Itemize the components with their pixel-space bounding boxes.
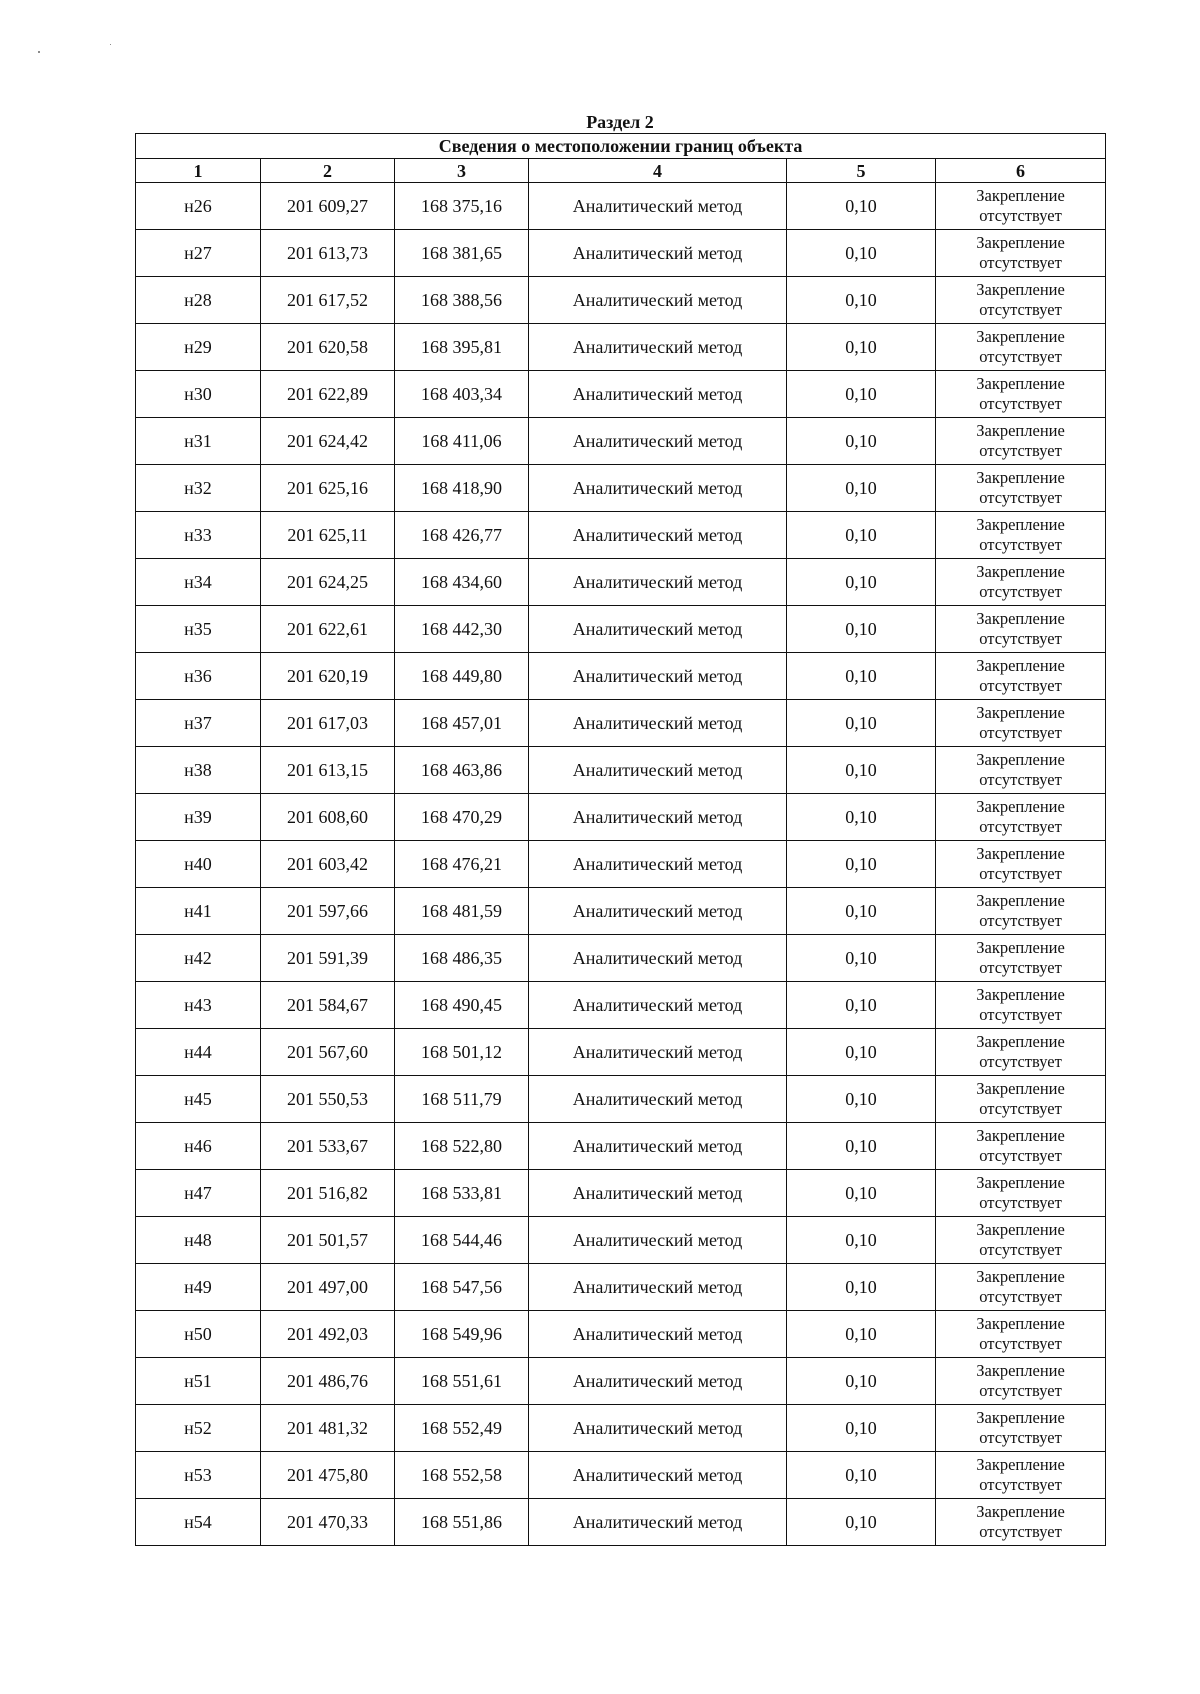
accuracy-cell: 0,10 — [787, 1499, 936, 1546]
fixation-line-2: отсутствует — [979, 1381, 1062, 1400]
method-cell: Аналитический метод — [529, 1123, 787, 1170]
fixation-cell — [936, 1499, 1106, 1546]
fixation-cell — [936, 653, 1106, 700]
fixation-line-2: отсутствует — [979, 1193, 1062, 1212]
accuracy-cell: 0,10 — [787, 606, 936, 653]
method-cell: Аналитический метод — [529, 1452, 787, 1499]
fixation-line-2: отсутствует — [979, 1334, 1062, 1353]
point-cell: н48 — [136, 1217, 261, 1264]
accuracy-cell: 0,10 — [787, 1029, 936, 1076]
accuracy-cell: 0,10 — [787, 1358, 936, 1405]
table-row — [136, 277, 1106, 324]
fixation-cell — [936, 559, 1106, 606]
fixation-line-2: отсутствует — [979, 770, 1062, 789]
x-coordinate-cell: 201 620,58 — [261, 324, 395, 371]
point-cell: н43 — [136, 982, 261, 1029]
fixation-cell — [936, 1123, 1106, 1170]
table-row — [136, 1029, 1106, 1076]
method-cell: Аналитический метод — [529, 1358, 787, 1405]
table-row — [136, 1076, 1106, 1123]
table-row — [136, 371, 1106, 418]
point-cell: н49 — [136, 1264, 261, 1311]
fixation-line-2: отсутствует — [979, 488, 1062, 507]
x-coordinate-cell: 201 533,67 — [261, 1123, 395, 1170]
table-row — [136, 888, 1106, 935]
y-coordinate-cell: 168 395,81 — [395, 324, 529, 371]
table-row — [136, 183, 1106, 230]
table-row — [136, 1264, 1106, 1311]
table-row — [136, 935, 1106, 982]
fixation-line-2: отсутствует — [979, 1522, 1062, 1541]
x-coordinate-cell: 201 624,25 — [261, 559, 395, 606]
accuracy-cell: 0,10 — [787, 888, 936, 935]
y-coordinate-cell: 168 449,80 — [395, 653, 529, 700]
table-row — [136, 1452, 1106, 1499]
x-coordinate-cell: 201 497,00 — [261, 1264, 395, 1311]
table-row — [136, 512, 1106, 559]
accuracy-cell: 0,10 — [787, 1217, 936, 1264]
accuracy-cell: 0,10 — [787, 935, 936, 982]
x-coordinate-cell: 201 591,39 — [261, 935, 395, 982]
x-coordinate-cell: 201 609,27 — [261, 183, 395, 230]
method-cell: Аналитический метод — [529, 418, 787, 465]
fixation-line-2: отсутствует — [979, 253, 1062, 272]
fixation-line-2: отсутствует — [979, 347, 1062, 366]
table-row — [136, 982, 1106, 1029]
method-cell: Аналитический метод — [529, 1217, 787, 1264]
fixation-line-1: Закрепление — [976, 1079, 1065, 1098]
x-coordinate-cell: 201 567,60 — [261, 1029, 395, 1076]
accuracy-cell: 0,10 — [787, 324, 936, 371]
fixation-cell — [936, 1452, 1106, 1499]
method-cell: Аналитический метод — [529, 747, 787, 794]
fixation-line-1: Закрепление — [976, 515, 1065, 534]
fixation-line-2: отсутствует — [979, 864, 1062, 883]
table-row — [136, 1123, 1106, 1170]
method-cell: Аналитический метод — [529, 935, 787, 982]
fixation-line-2: отсутствует — [979, 206, 1062, 225]
accuracy-cell: 0,10 — [787, 1076, 936, 1123]
accuracy-cell: 0,10 — [787, 465, 936, 512]
fixation-line-1: Закрепление — [976, 280, 1065, 299]
fixation-line-1: Закрепление — [976, 1032, 1065, 1051]
fixation-line-1: Закрепление — [976, 1126, 1065, 1145]
method-cell: Аналитический метод — [529, 982, 787, 1029]
method-cell: Аналитический метод — [529, 230, 787, 277]
table-row — [136, 1217, 1106, 1264]
fixation-cell — [936, 418, 1106, 465]
x-coordinate-cell: 201 617,52 — [261, 277, 395, 324]
x-coordinate-cell: 201 481,32 — [261, 1405, 395, 1452]
fixation-line-2: отсутствует — [979, 1005, 1062, 1024]
y-coordinate-cell: 168 388,56 — [395, 277, 529, 324]
accuracy-cell: 0,10 — [787, 794, 936, 841]
accuracy-cell: 0,10 — [787, 1452, 936, 1499]
fixation-line-2: отсутствует — [979, 1240, 1062, 1259]
point-cell: н27 — [136, 230, 261, 277]
table-row — [136, 1405, 1106, 1452]
fixation-cell — [936, 888, 1106, 935]
x-coordinate-cell: 201 550,53 — [261, 1076, 395, 1123]
accuracy-cell: 0,10 — [787, 1123, 936, 1170]
table-caption: Сведения о местоположении границ объекта — [136, 134, 1106, 159]
table-row — [136, 1170, 1106, 1217]
method-cell: Аналитический метод — [529, 794, 787, 841]
accuracy-cell: 0,10 — [787, 277, 936, 324]
accuracy-cell: 0,10 — [787, 1405, 936, 1452]
y-coordinate-cell: 168 375,16 — [395, 183, 529, 230]
method-cell: Аналитический метод — [529, 371, 787, 418]
point-cell: н33 — [136, 512, 261, 559]
method-cell: Аналитический метод — [529, 888, 787, 935]
fixation-line-1: Закрепление — [976, 1455, 1065, 1474]
y-coordinate-cell: 168 426,77 — [395, 512, 529, 559]
x-coordinate-cell: 201 486,76 — [261, 1358, 395, 1405]
fixation-line-2: отсутствует — [979, 300, 1062, 319]
fixation-line-1: Закрепление — [976, 1314, 1065, 1333]
table-row — [136, 1499, 1106, 1546]
table-row — [136, 653, 1106, 700]
point-cell: н31 — [136, 418, 261, 465]
column-header-row — [136, 159, 1106, 183]
point-cell: н54 — [136, 1499, 261, 1546]
point-cell: н38 — [136, 747, 261, 794]
method-cell: Аналитический метод — [529, 1076, 787, 1123]
table-row — [136, 559, 1106, 606]
method-cell: Аналитический метод — [529, 1405, 787, 1452]
y-coordinate-cell: 168 411,06 — [395, 418, 529, 465]
fixation-line-1: Закрепление — [976, 891, 1065, 910]
point-cell: н26 — [136, 183, 261, 230]
method-cell: Аналитический метод — [529, 277, 787, 324]
x-coordinate-cell: 201 617,03 — [261, 700, 395, 747]
point-cell: н45 — [136, 1076, 261, 1123]
x-coordinate-cell: 201 597,66 — [261, 888, 395, 935]
method-cell: Аналитический метод — [529, 606, 787, 653]
fixation-cell — [936, 465, 1106, 512]
y-coordinate-cell: 168 403,34 — [395, 371, 529, 418]
table-row — [136, 841, 1106, 888]
fixation-line-2: отсутствует — [979, 1428, 1062, 1447]
fixation-cell — [936, 1405, 1106, 1452]
accuracy-cell: 0,10 — [787, 559, 936, 606]
accuracy-cell: 0,10 — [787, 700, 936, 747]
scan-speck — [110, 44, 111, 45]
scan-speck — [38, 51, 40, 53]
method-cell: Аналитический метод — [529, 559, 787, 606]
point-cell: н53 — [136, 1452, 261, 1499]
point-cell: н29 — [136, 324, 261, 371]
fixation-line-1: Закрепление — [976, 656, 1065, 675]
fixation-line-2: отсутствует — [979, 1052, 1062, 1071]
table-row — [136, 1358, 1106, 1405]
y-coordinate-cell: 168 533,81 — [395, 1170, 529, 1217]
fixation-line-2: отсутствует — [979, 394, 1062, 413]
fixation-line-1: Закрепление — [976, 1408, 1065, 1427]
x-coordinate-cell: 201 492,03 — [261, 1311, 395, 1358]
method-cell: Аналитический метод — [529, 324, 787, 371]
method-cell: Аналитический метод — [529, 700, 787, 747]
y-coordinate-cell: 168 486,35 — [395, 935, 529, 982]
method-cell: Аналитический метод — [529, 183, 787, 230]
fixation-line-1: Закрепление — [976, 1220, 1065, 1239]
fixation-line-1: Закрепление — [976, 421, 1065, 440]
fixation-cell — [936, 230, 1106, 277]
fixation-line-2: отсутствует — [979, 1475, 1062, 1494]
point-cell: н40 — [136, 841, 261, 888]
x-coordinate-cell: 201 625,16 — [261, 465, 395, 512]
point-cell: н47 — [136, 1170, 261, 1217]
fixation-line-1: Закрепление — [976, 703, 1065, 722]
fixation-line-1: Закрепление — [976, 468, 1065, 487]
fixation-cell — [936, 982, 1106, 1029]
fixation-cell — [936, 1358, 1106, 1405]
method-cell: Аналитический метод — [529, 841, 787, 888]
x-coordinate-cell: 201 603,42 — [261, 841, 395, 888]
point-cell: н30 — [136, 371, 261, 418]
fixation-line-1: Закрепление — [976, 1173, 1065, 1192]
fixation-line-1: Закрепление — [976, 186, 1065, 205]
fixation-line-2: отсутствует — [979, 1287, 1062, 1306]
method-cell: Аналитический метод — [529, 1499, 787, 1546]
x-coordinate-cell: 201 470,33 — [261, 1499, 395, 1546]
fixation-line-2: отсутствует — [979, 1099, 1062, 1118]
table-row — [136, 324, 1106, 371]
x-coordinate-cell: 201 584,67 — [261, 982, 395, 1029]
table-row — [136, 418, 1106, 465]
fixation-cell — [936, 1029, 1106, 1076]
fixation-line-2: отсутствует — [979, 582, 1062, 601]
method-cell: Аналитический метод — [529, 512, 787, 559]
method-cell: Аналитический метод — [529, 1170, 787, 1217]
fixation-line-1: Закрепление — [976, 1502, 1065, 1521]
point-cell: н50 — [136, 1311, 261, 1358]
fixation-line-1: Закрепление — [976, 750, 1065, 769]
x-coordinate-cell: 201 516,82 — [261, 1170, 395, 1217]
table-row — [136, 747, 1106, 794]
fixation-line-2: отсутствует — [979, 676, 1062, 695]
y-coordinate-cell: 168 511,79 — [395, 1076, 529, 1123]
accuracy-cell: 0,10 — [787, 841, 936, 888]
fixation-cell — [936, 277, 1106, 324]
x-coordinate-cell: 201 613,15 — [261, 747, 395, 794]
y-coordinate-cell: 168 552,49 — [395, 1405, 529, 1452]
accuracy-cell: 0,10 — [787, 1264, 936, 1311]
fixation-line-2: отсутствует — [979, 535, 1062, 554]
y-coordinate-cell: 168 551,86 — [395, 1499, 529, 1546]
method-cell: Аналитический метод — [529, 653, 787, 700]
table-caption-row — [136, 134, 1106, 159]
y-coordinate-cell: 168 549,96 — [395, 1311, 529, 1358]
fixation-cell — [936, 512, 1106, 559]
fixation-line-2: отсутствует — [979, 629, 1062, 648]
accuracy-cell: 0,10 — [787, 230, 936, 277]
fixation-cell — [936, 841, 1106, 888]
y-coordinate-cell: 168 442,30 — [395, 606, 529, 653]
method-cell: Аналитический метод — [529, 1029, 787, 1076]
point-cell: н51 — [136, 1358, 261, 1405]
fixation-line-1: Закрепление — [976, 609, 1065, 628]
accuracy-cell: 0,10 — [787, 1170, 936, 1217]
fixation-line-2: отсутствует — [979, 441, 1062, 460]
y-coordinate-cell: 168 418,90 — [395, 465, 529, 512]
accuracy-cell: 0,10 — [787, 183, 936, 230]
point-cell: н28 — [136, 277, 261, 324]
x-coordinate-cell: 201 622,89 — [261, 371, 395, 418]
y-coordinate-cell: 168 544,46 — [395, 1217, 529, 1264]
boundary-coordinates-table — [135, 133, 1106, 1546]
y-coordinate-cell: 168 522,80 — [395, 1123, 529, 1170]
y-coordinate-cell: 168 490,45 — [395, 982, 529, 1029]
fixation-line-2: отсутствует — [979, 817, 1062, 836]
fixation-line-1: Закрепление — [976, 562, 1065, 581]
fixation-line-2: отсутствует — [979, 911, 1062, 930]
x-coordinate-cell: 201 622,61 — [261, 606, 395, 653]
y-coordinate-cell: 168 547,56 — [395, 1264, 529, 1311]
method-cell: Аналитический метод — [529, 1264, 787, 1311]
column-header: 3 — [395, 159, 529, 183]
column-header: 6 — [936, 159, 1106, 183]
column-header: 1 — [136, 159, 261, 183]
table-row — [136, 1311, 1106, 1358]
fixation-line-1: Закрепление — [976, 327, 1065, 346]
y-coordinate-cell: 168 381,65 — [395, 230, 529, 277]
table-row — [136, 794, 1106, 841]
fixation-cell — [936, 1217, 1106, 1264]
accuracy-cell: 0,10 — [787, 747, 936, 794]
x-coordinate-cell: 201 625,11 — [261, 512, 395, 559]
y-coordinate-cell: 168 470,29 — [395, 794, 529, 841]
x-coordinate-cell: 201 475,80 — [261, 1452, 395, 1499]
point-cell: н46 — [136, 1123, 261, 1170]
y-coordinate-cell: 168 463,86 — [395, 747, 529, 794]
accuracy-cell: 0,10 — [787, 512, 936, 559]
y-coordinate-cell: 168 434,60 — [395, 559, 529, 606]
point-cell: н42 — [136, 935, 261, 982]
fixation-cell — [936, 1076, 1106, 1123]
fixation-cell — [936, 794, 1106, 841]
method-cell: Аналитический метод — [529, 465, 787, 512]
y-coordinate-cell: 168 457,01 — [395, 700, 529, 747]
y-coordinate-cell: 168 552,58 — [395, 1452, 529, 1499]
y-coordinate-cell: 168 481,59 — [395, 888, 529, 935]
point-cell: н37 — [136, 700, 261, 747]
accuracy-cell: 0,10 — [787, 982, 936, 1029]
accuracy-cell: 0,10 — [787, 1311, 936, 1358]
column-header: 4 — [529, 159, 787, 183]
table-row — [136, 230, 1106, 277]
point-cell: н32 — [136, 465, 261, 512]
point-cell: н52 — [136, 1405, 261, 1452]
y-coordinate-cell: 168 476,21 — [395, 841, 529, 888]
section-title: Раздел 2 — [586, 112, 654, 132]
fixation-line-2: отсутствует — [979, 958, 1062, 977]
table-row — [136, 465, 1106, 512]
point-cell: н41 — [136, 888, 261, 935]
accuracy-cell: 0,10 — [787, 418, 936, 465]
x-coordinate-cell: 201 620,19 — [261, 653, 395, 700]
fixation-cell — [936, 700, 1106, 747]
fixation-line-2: отсутствует — [979, 723, 1062, 742]
fixation-cell — [936, 1264, 1106, 1311]
accuracy-cell: 0,10 — [787, 371, 936, 418]
fixation-line-1: Закрепление — [976, 844, 1065, 863]
fixation-line-1: Закрепление — [976, 797, 1065, 816]
point-cell: н39 — [136, 794, 261, 841]
point-cell: н34 — [136, 559, 261, 606]
table-row — [136, 700, 1106, 747]
fixation-line-1: Закрепление — [976, 1361, 1065, 1380]
x-coordinate-cell: 201 501,57 — [261, 1217, 395, 1264]
fixation-cell — [936, 606, 1106, 653]
point-cell: н36 — [136, 653, 261, 700]
fixation-cell — [936, 747, 1106, 794]
accuracy-cell: 0,10 — [787, 653, 936, 700]
method-cell: Аналитический метод — [529, 1311, 787, 1358]
y-coordinate-cell: 168 551,61 — [395, 1358, 529, 1405]
fixation-cell — [936, 1311, 1106, 1358]
y-coordinate-cell: 168 501,12 — [395, 1029, 529, 1076]
column-header: 5 — [787, 159, 936, 183]
table-row — [136, 606, 1106, 653]
fixation-line-1: Закрепление — [976, 374, 1065, 393]
point-cell: н35 — [136, 606, 261, 653]
fixation-line-1: Закрепление — [976, 938, 1065, 957]
fixation-cell — [936, 183, 1106, 230]
column-header: 2 — [261, 159, 395, 183]
x-coordinate-cell: 201 624,42 — [261, 418, 395, 465]
x-coordinate-cell: 201 608,60 — [261, 794, 395, 841]
x-coordinate-cell: 201 613,73 — [261, 230, 395, 277]
fixation-line-1: Закрепление — [976, 985, 1065, 1004]
fixation-cell — [936, 324, 1106, 371]
fixation-line-2: отсутствует — [979, 1146, 1062, 1165]
fixation-line-1: Закрепление — [976, 233, 1065, 252]
fixation-cell — [936, 935, 1106, 982]
fixation-cell — [936, 371, 1106, 418]
fixation-cell — [936, 1170, 1106, 1217]
fixation-line-1: Закрепление — [976, 1267, 1065, 1286]
point-cell: н44 — [136, 1029, 261, 1076]
